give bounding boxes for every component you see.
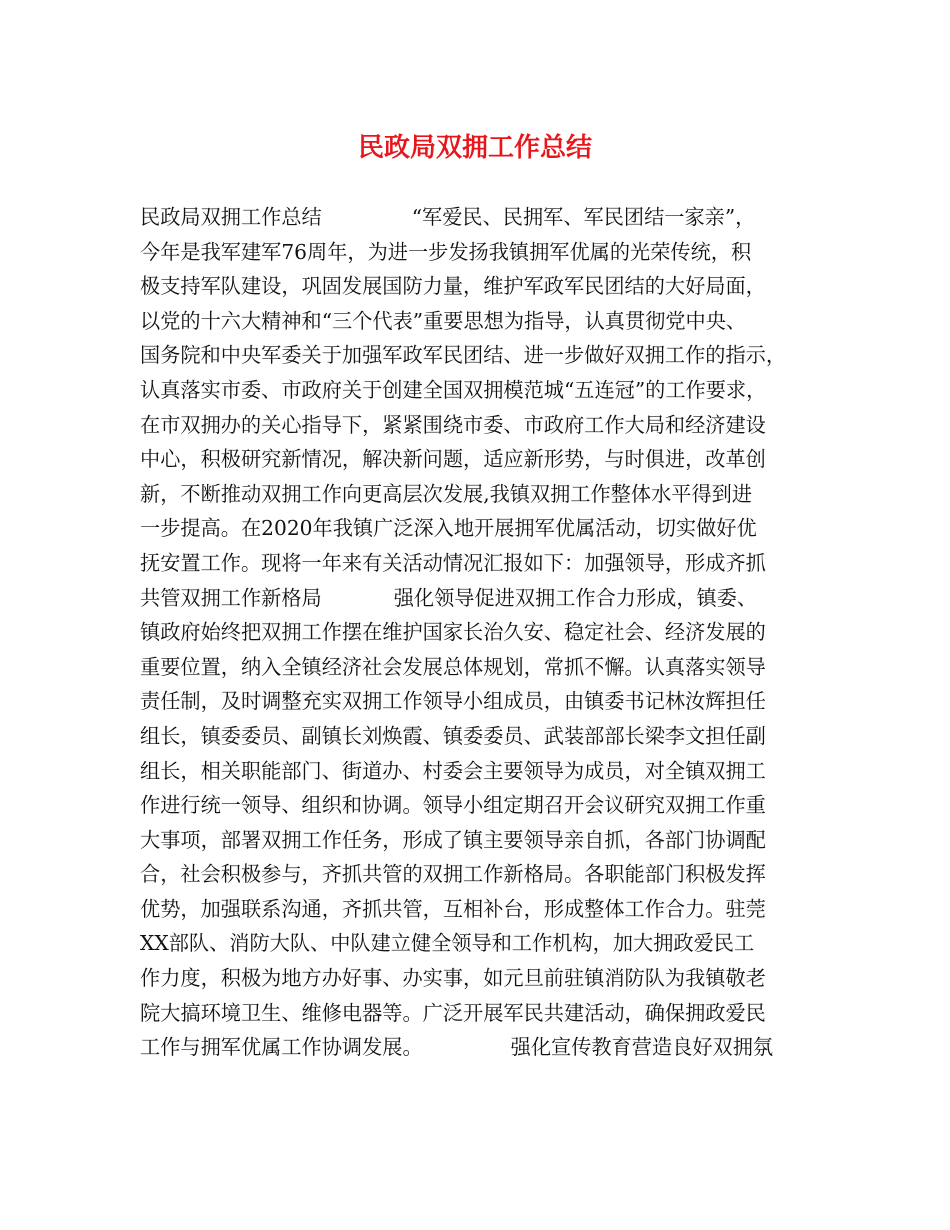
text-line-27 (140, 1030, 820, 1065)
document-body (140, 200, 820, 1065)
text-line: 在市双拥办的关心指导下，紧紧围绕市委、市政府工作大局和经济建设 (140, 412, 766, 437)
text-line: 认真落实市委、市政府关于创建全国双拥模范城“五连冠”的工作要求， (140, 377, 767, 402)
text-line: 作力度，积极为地方办好事、办实事，如元旦前驻镇消防队为我镇敬老 (140, 966, 766, 991)
text-line: 重要位置，纳入全镇经济社会发展总体规划，常抓不懈。认真落实领导 (140, 654, 766, 679)
document-title: 民政局双拥工作总结 (357, 133, 592, 163)
text-line: 一步提高。在2020年我镇广泛深入地开展拥军优属活动，切实做好优 (140, 516, 757, 541)
text-line: 作进行统一领导、组织和协调。领导小组定期召开会议研究双拥工作重 (140, 793, 766, 818)
text-line: 国务院和中央军委关于加强军政军民团结、进一步做好双拥工作的指示， (140, 343, 787, 368)
text-segment: 强化宣传教育营造良好双拥氛 (510, 1035, 774, 1060)
text-line: 责任制，及时调整充实双拥工作领导小组成员，由镇委书记林汝辉担任 (140, 689, 766, 714)
text-segment: 强化领导促进双拥工作合力形成，镇委、 (393, 585, 758, 610)
text-line: 极支持军队建设，巩固发展国防力量，维护军政军民团结的大好局面， (140, 274, 766, 299)
text-line: 大事项，部署双拥工作任务，形成了镇主要领导亲自抓，各部门协调配 (140, 827, 766, 852)
text-line: 以党的十六大精神和“三个代表”重要思想为指导，认真贯彻党中央、 (140, 308, 747, 333)
text-line: 中心，积极研究新情况，解决新问题，适应新形势，与时俱进，改革创 (140, 447, 766, 472)
text-line: 抚安置工作。现将一年来有关活动情况汇报如下：加强领导，形成齐抓 (140, 550, 766, 575)
text-line: 优势，加强联系沟通，齐抓共管，互相补台，形成整体工作合力。驻莞 (140, 896, 766, 921)
text-segment: 民政局双拥工作总结 (140, 205, 322, 229)
text-line: XX部队、消防大队、中队建立健全领导和工作机构，加大拥政爱民工 (140, 931, 755, 956)
text-line: 今年是我军建军76周年，为进一步发扬我镇拥军优属的光荣传统，积 (140, 239, 752, 264)
text-line: 新，不断推动双拥工作向更高层次发展,我镇双拥工作整体水平得到进 (140, 481, 753, 506)
text-line: 组长，镇委委员、副镇长刘焕霞、镇委委员、武装部部长梁李文担任副 (140, 723, 766, 748)
text-line-13 (140, 581, 820, 616)
text-line: 组长，相关职能部门、街道办、村委会主要领导为成员，对全镇双拥工 (140, 758, 766, 783)
text-segment: “军爱民、民拥军、军民团结一家亲”， (411, 205, 756, 229)
text-segment: 共管双拥工作新格局 (140, 585, 322, 610)
text-line: 院大搞环境卫生、维修电器等。广泛开展军民共建活动，确保拥政爱民 (140, 1000, 766, 1025)
text-line: 合，社会积极参与，齐抓共管的双拥工作新格局。各职能部门积极发挥 (140, 862, 766, 887)
text-line: 镇政府始终把双拥工作摆在维护国家长治久安、稳定社会、经济发展的 (140, 620, 766, 645)
text-line-1 (140, 200, 820, 235)
text-segment: 工作与拥军优属工作协调发展。 (140, 1035, 423, 1060)
